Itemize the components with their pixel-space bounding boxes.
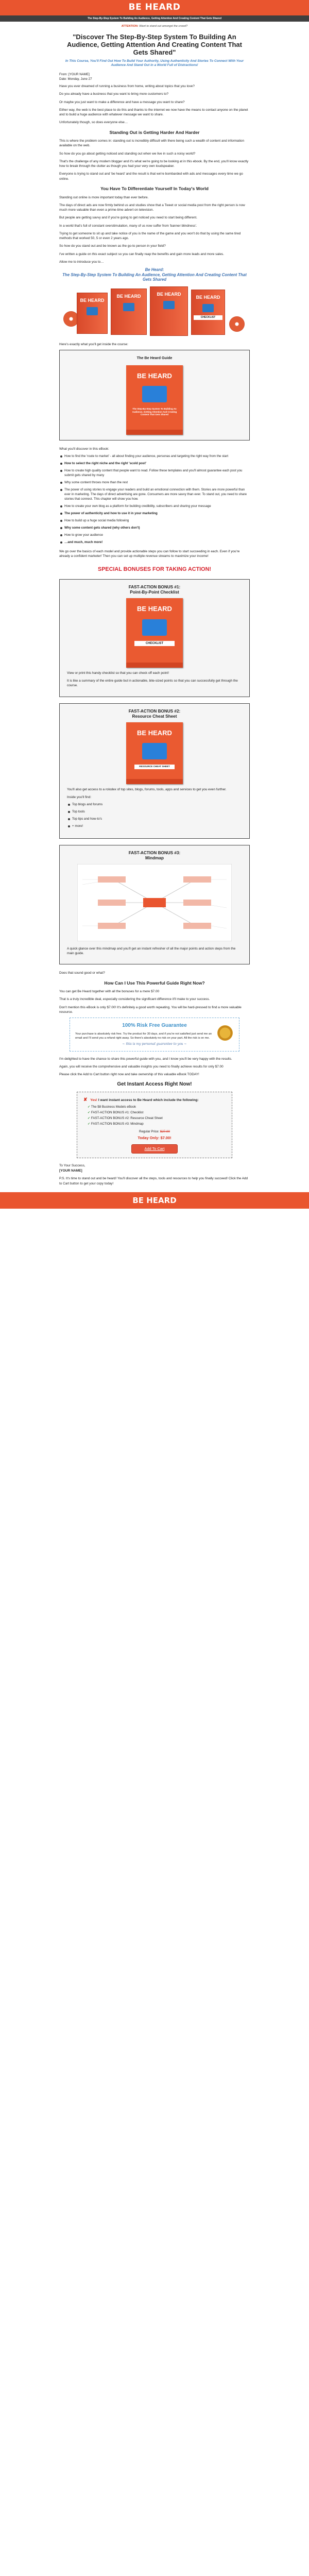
order-items	[88, 1105, 226, 1127]
bonus-card	[59, 579, 250, 697]
section-paragraph: The days of direct ads are now firmly behind us and studies show that a Tweet or social media post from the right person is now much more valuable than even a prime-time advert on television.	[59, 203, 245, 212]
closing-paragraph: Again, you will receive the comprehensive and valuable insights you need to finally achieve results for only $7.00	[59, 1064, 224, 1069]
checklist-cover: BE HEARD CHECKLIST	[126, 598, 183, 668]
guide-cover-card	[59, 350, 250, 440]
list-item: How to create your own blog as a platform for building credibility, subscribers and sharing your message	[59, 504, 250, 509]
product-box: BE HEARD	[111, 289, 147, 335]
guarantee-seal-icon	[217, 1025, 233, 1041]
section-paragraph: In a world that's full of constant overstimulation, many of us now suffer from 'banner blindness'.	[59, 224, 197, 228]
bonus-title: FAST-ACTION BONUS #1: Point-By-Point Checklist	[128, 584, 181, 595]
attention-text: Want to stand out amongst the crowd?	[139, 25, 188, 28]
list-item: How to build up a huge social media following	[59, 519, 250, 523]
intro-paragraph: Or maybe you just want to make a difference and have a message you want to share?	[59, 100, 185, 104]
section-title: Standing Out is Getting Harder And Harder	[109, 129, 200, 135]
list-item: ✓ FAST-ACTION BONUS #3: Mindmap	[88, 1122, 226, 1127]
product-box: BE HEARD CHECKLIST	[191, 290, 225, 335]
list-item: Top tools	[67, 810, 242, 815]
inside-lead: Here's exactly what you'll get inside the course:	[59, 342, 128, 346]
list-item: Top blogs and forums	[67, 803, 242, 807]
add-to-cart-button[interactable]: Add To Cart	[131, 1144, 178, 1154]
bonus-title: FAST-ACTION BONUS #3: Mindmap	[128, 851, 181, 861]
product-title-line: Be Heard:	[145, 267, 164, 273]
list-item: How to grow your audience	[59, 533, 250, 538]
section-paragraph: I've written a guide on this exact subject so you can finally reap the benefits and gain more leads and more sales.	[59, 252, 224, 256]
intro-paragraph: Unfortunately though, so does everyone else…	[59, 121, 128, 125]
list-item: ✓ FAST-ACTION BONUS #2: Resource Cheat Sheet	[88, 1116, 226, 1121]
bonus-paragraph: View or print this handy checklist so that you can check off each point!	[67, 671, 169, 675]
megaphone-icon	[123, 303, 134, 311]
section-paragraph: Standing out online is more important today than ever before.	[59, 195, 149, 199]
price-paragraph: That is a truly incredible deal, especially considering the significant difference it'll make to your success.	[59, 997, 210, 1002]
list-item: How to create high quality content that people want to read. Follow these templates and you'll almost guarantee each post you submit gets shared by many	[59, 469, 250, 478]
section-paragraph: Everyone is trying to stand out and 'be heard' and the result is that we're bombarded with ads and messages every time we go online.	[59, 172, 243, 181]
bonus-title: FAST-ACTION BONUS #2: Resource Cheat Sheet	[128, 708, 181, 719]
list-item: Why some content throws more than the rest	[59, 481, 250, 485]
cheat-sheet-cover: BE HEARD RESOURCE CHEAT SHEET	[126, 722, 183, 784]
checkbox-x-icon: ✘	[83, 1096, 88, 1102]
bonus-paragraph: Inside you'll find:	[67, 795, 92, 799]
bonus-paragraph: It is like a summary of the entire guide but in actionable, bite-sized points so that you can successfully get through the course.	[67, 679, 238, 688]
bottom-banner	[0, 1192, 309, 1209]
access-title: Get Instant Access Right Now!	[117, 1081, 192, 1088]
footer-logo: BE HEARD	[132, 1195, 177, 1205]
guarantee-signature: ~ this is my personal guarantee to you ~	[122, 1042, 187, 1046]
list-item: + more!	[67, 824, 242, 829]
tagline-bar: The Step-By-Step System To Building An Audience, Getting Attention And Creating Content That Gets Shared	[0, 15, 309, 22]
brand-logo: BE HEARD	[128, 2, 181, 12]
section-paragraph: This is where the problem comes in: standing out is incredibly difficult with there being such a wealth of content and information available on the web.	[59, 139, 245, 148]
bonus-card	[59, 703, 250, 839]
from-line: From: [YOUR NAME]	[59, 72, 90, 76]
bonus-paragraph: A quick glance over this mindmap and you'll get an instant refresher of all the major points and action steps from the main guide.	[67, 946, 236, 955]
postscript: P.S. It's time to stand out and be heard! You'll discover all the steps, tools and resources to help you finally succeed! Click the Add to Cart button to get your copy today!	[59, 1177, 248, 1185]
sounds-good: Does that sound good or what?	[59, 971, 105, 975]
megaphone-icon	[142, 619, 167, 636]
megaphone-icon	[142, 386, 167, 402]
guarantee-box	[70, 1018, 239, 1051]
list-item: ✓ The $8 Business Models eBook	[88, 1105, 226, 1110]
order-box	[77, 1092, 232, 1158]
section-paragraph: Allow me to introduce you to…	[59, 260, 104, 264]
price-paragraph: Don't mention this eBook is only $7.00! It's definitely a good worth repeating. You will be hard-pressed to find a more valuable resource.	[59, 1005, 242, 1014]
section-paragraph: Trying to get someone to sit up and take notice of you is the name of the game and you won't do that by using the same tired methods that worked 50, 5 or even 2 years ago.	[59, 231, 241, 241]
guide-outro: We go over the basics of each model and provide actionable steps you can follow to start succeeding in each. Even if you're already a confident marketer! Then you can set up multiple revenue streams to maximize your income!	[59, 549, 240, 558]
product-box: BE HEARD	[77, 293, 108, 334]
megaphone-icon	[142, 743, 167, 759]
closing-paragraph: I'm delighted to have the chance to share this powerful guide with you, and I know you'll be very happy with the results.	[59, 1057, 232, 1061]
bonus-heading: SPECIAL BONUSES FOR TAKING ACTION!	[98, 566, 211, 573]
sales-letter	[59, 33, 250, 1186]
list-item: Top tips and how-to's	[67, 817, 242, 822]
today-price: Today Only: $7.00!	[138, 1135, 171, 1140]
megaphone-icon	[87, 307, 98, 315]
section-title: You Have To Differentiate Yourself In Today's World	[100, 186, 209, 192]
closing-paragraph: Please click the Add to Cart button right now and take ownership of this valuable eBook TODAY!	[59, 1073, 199, 1077]
date-line: Date: Monday, June 27	[59, 77, 92, 81]
product-title	[59, 267, 250, 282]
section-paragraph: So how do you stand out and be known as the go-to person in your field?	[59, 244, 166, 248]
bonus-paragraph: You'll also get access to a rolodex of top sites, blogs, forums, tools, apps and services to get you even further.	[67, 787, 227, 791]
signoff: To Your Success, [YOUR NAME]	[59, 1164, 85, 1173]
bonus-card	[59, 845, 250, 964]
main-headline: "Discover The Step-By-Step System To Building An Audience, Getting Attention And Creating Content That Gets Shared"	[67, 32, 242, 56]
guide-bullets	[59, 454, 250, 545]
ebook-cover: BE HEARD The Step-By-Step System To Building An Audience, Getting Attention And Creating Content That Gets Shared	[126, 365, 183, 435]
attention-line	[0, 25, 309, 29]
product-title-line: The Step-By-Step System To Building An Audience, Getting Attention And Creating Content That Gets Shared	[62, 272, 247, 282]
list-item: How to find the 'route to market' - all about finding your audience, personas and targeting the right way from the start	[59, 454, 250, 459]
section-title: How Can I Use This Powerful Guide Right Now?	[104, 980, 205, 986]
list-item: …and much, much more!	[59, 540, 250, 545]
guarantee-text: Your purchase is absolutely risk free. Try the product for 30 days, and if you're not satisfied just send me an email and I'll send you a refund right away. So there's absolutely no risk on your part. All the risk is on me.	[75, 1032, 212, 1040]
discover-lead: What you'll discover in this eBook:	[59, 447, 109, 451]
list-item: The power of using stories to engage your readers and build an emotional connection with them. Stories are more powerful than ever in marketing. The days of direct advertising are gone. Consumers are more savvy than ever. To stand out, you need to share stories that connect. This chapter will show you how.	[59, 488, 250, 502]
letter-meta	[59, 73, 250, 82]
product-bundle-image	[59, 285, 250, 337]
megaphone-icon	[202, 304, 214, 312]
sub-headline: In This Course, You'll Find Out How To Build Your Authority, Using Authenticity And Stories To Connect With Your Audience And Stand Out in a World Full of Distractions!	[65, 59, 244, 67]
attention-label: ATTENTION:	[121, 25, 139, 28]
mindmap-image	[77, 864, 232, 941]
section-paragraph: So how do you go about getting noticed and standing out when we live in such a noisy world?	[59, 151, 196, 156]
intro-paragraph: Do you already have a business that you want to bring more customers to?	[59, 92, 169, 96]
list-item: How to select the right niche and the right 'scold post'	[59, 462, 250, 466]
list-item: The power of authenticity and how to use it in your marketing	[59, 512, 250, 516]
regular-price: Regular Price: $27.00	[139, 1129, 170, 1133]
order-yes: ✘ Yes! I want instant access to Be Heard which include the following:	[83, 1096, 199, 1102]
section-paragraph: That's the challenge of any modern blogger and it's what we're going to be looking at in this ebook. By the end, you'll know exactly how to break through the clutter as though you had your very own loudspeaker.	[59, 159, 249, 168]
section-paragraph: But people are getting savvy and if you're going to get noticed you need to start being different.	[59, 216, 197, 220]
guide-card-title: The Be Heard Guide	[136, 355, 173, 361]
guarantee-title: 100% Risk Free Guarantee	[122, 1023, 187, 1029]
list-item: Why some content gets shared (why others don't)	[59, 526, 250, 531]
intro-paragraph: Have you ever dreamed of running a business from home, writing about topics that you love?	[59, 84, 195, 88]
top-banner	[0, 0, 309, 15]
intro-paragraph: Either way, the web is the best place to do this and thanks to the internet we now have the means to contact anyone on the planet and to build a huge audience with whatever message we want to share.	[59, 108, 248, 117]
list-item: ✓ FAST-ACTION BONUS #1: Checklist	[88, 1111, 226, 1115]
cd-disc-icon	[229, 316, 245, 332]
product-box: BE HEARD	[150, 286, 188, 336]
price-paragraph: You can get Be Heard together with all the bonuses for a mere $7.00	[59, 989, 160, 993]
megaphone-icon	[163, 301, 175, 309]
